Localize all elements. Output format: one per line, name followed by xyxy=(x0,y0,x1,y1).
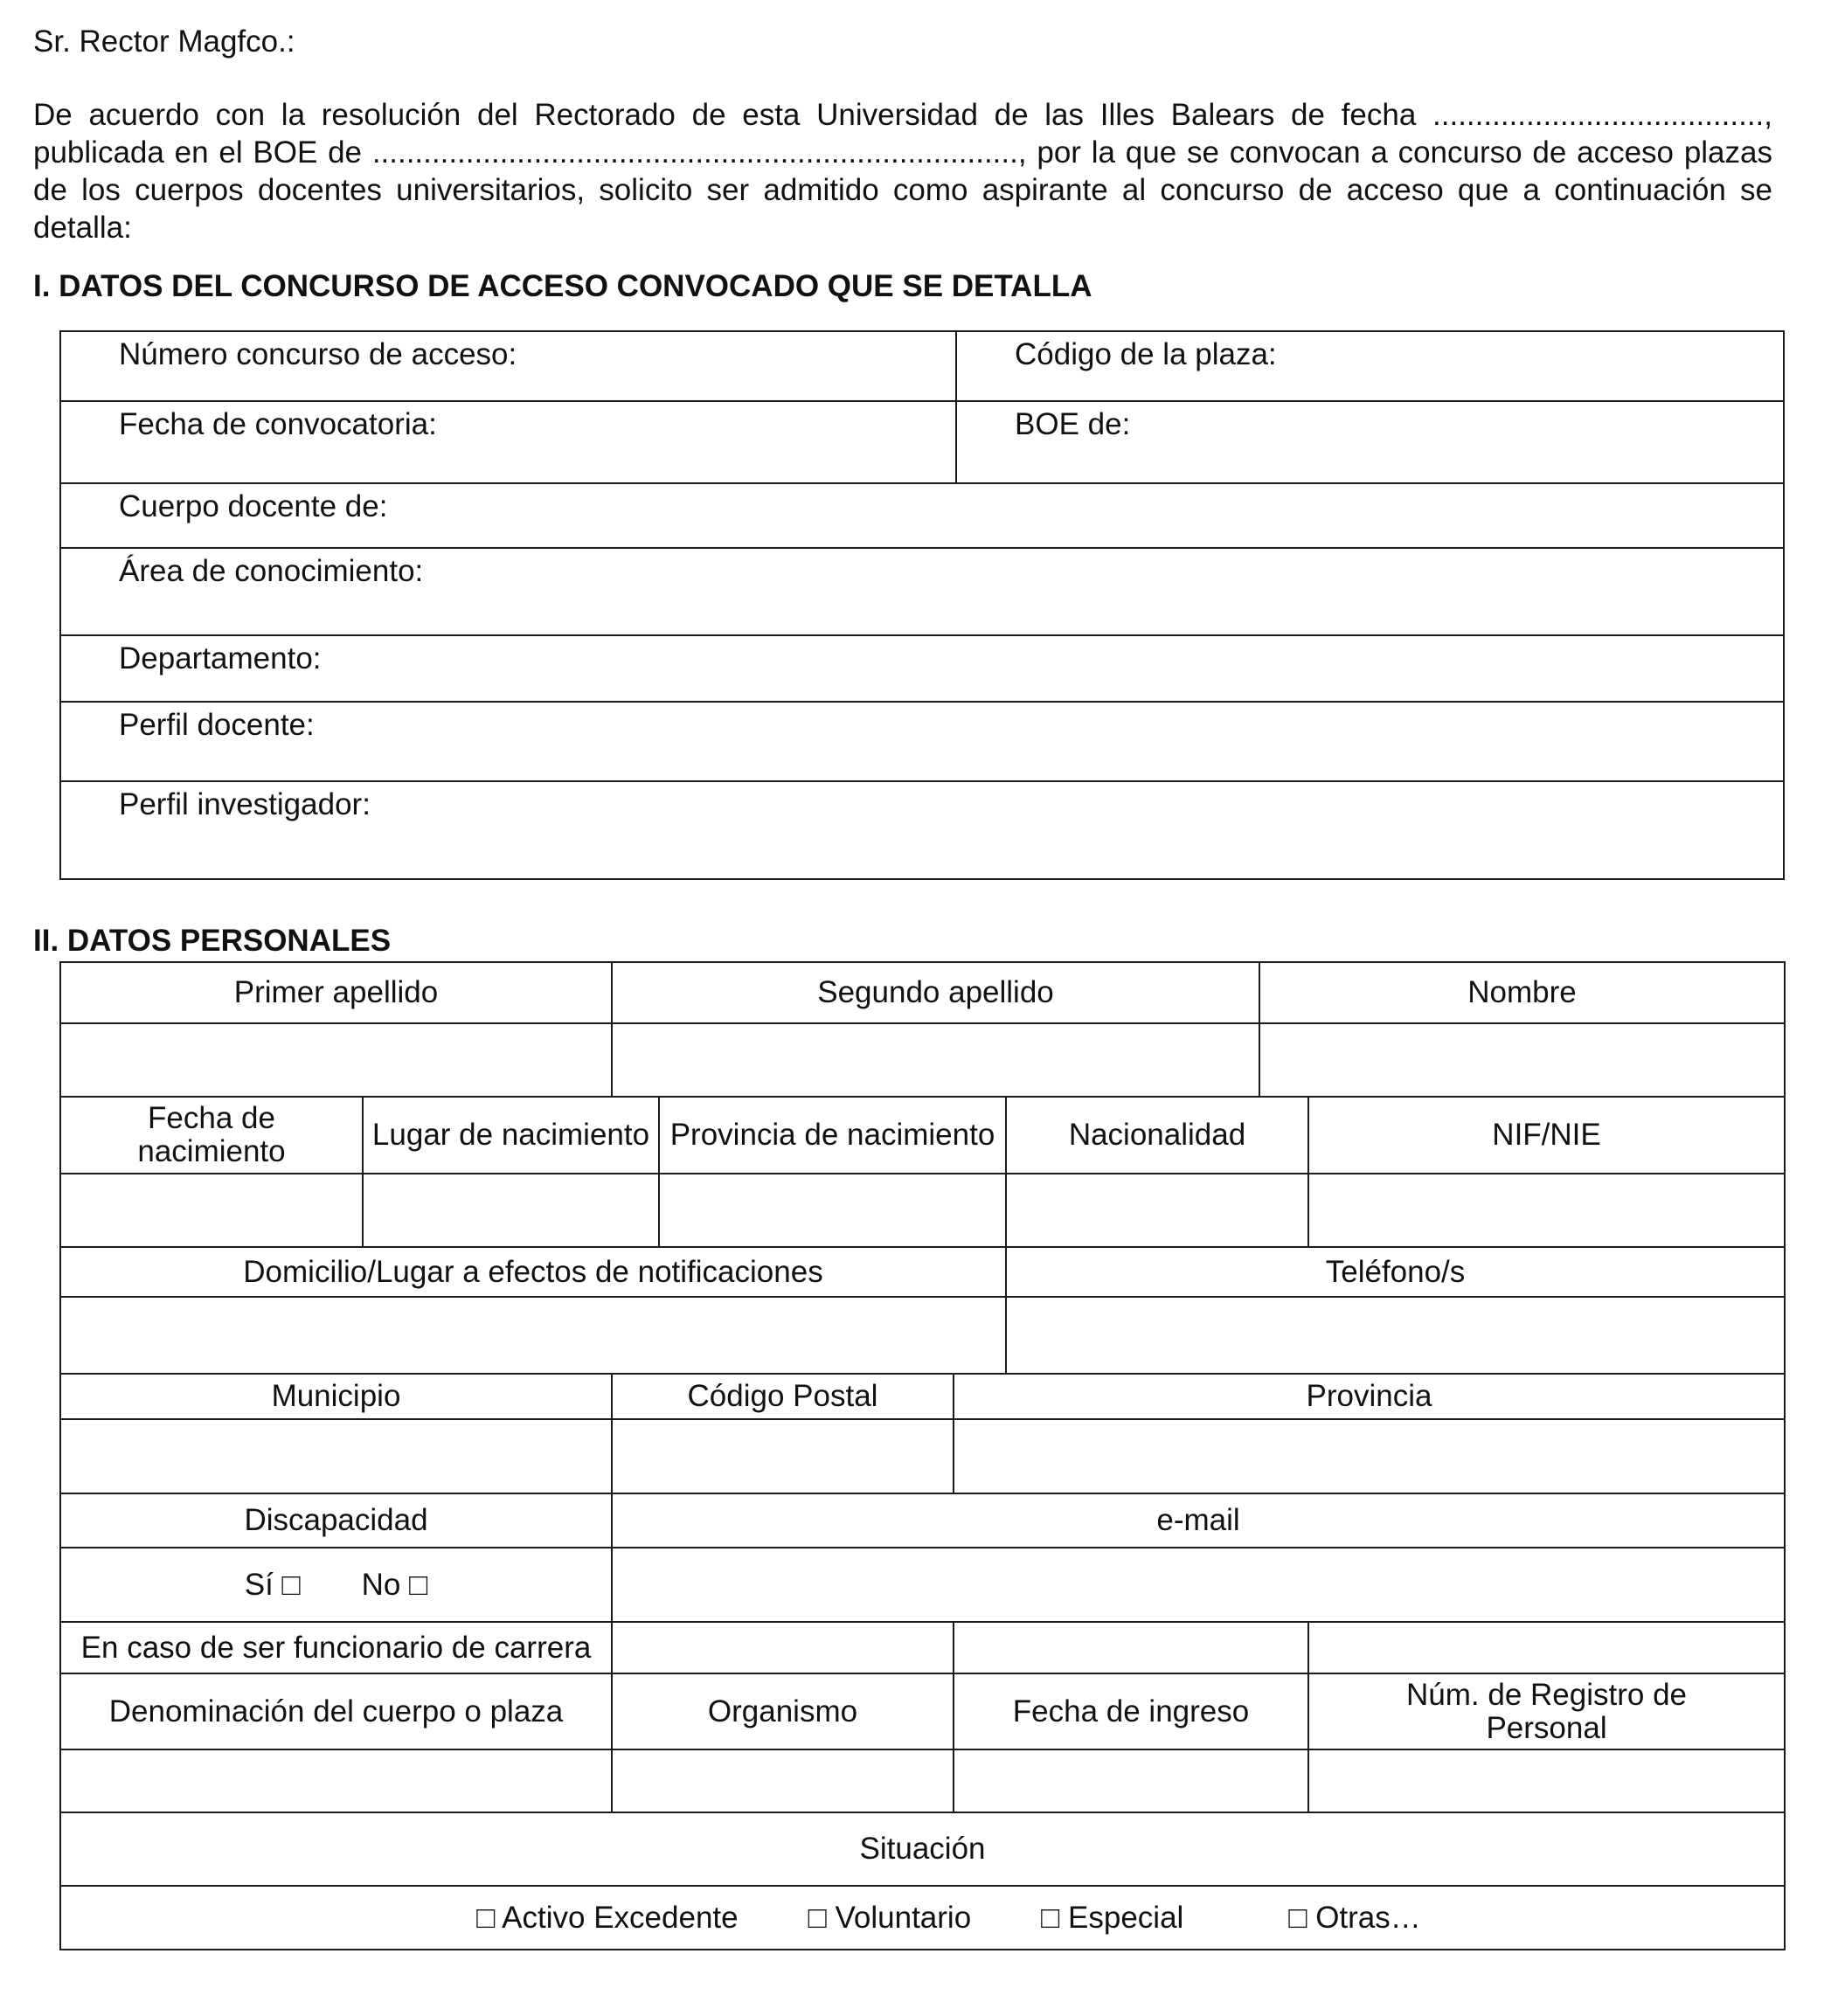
domicilio-header: Domicilio/Lugar a efectos de notificaciones xyxy=(60,1247,1006,1297)
nacionalidad-input[interactable] xyxy=(1006,1174,1308,1247)
perfil-investigador-field[interactable] xyxy=(60,781,1784,879)
departamento-label: Departamento: xyxy=(119,641,322,675)
salutation: Sr. Rector Magfco.: xyxy=(33,24,295,59)
perfil-docente-field[interactable] xyxy=(60,702,1784,781)
primer-apellido-header: Primer apellido xyxy=(60,962,612,1023)
nombre-input[interactable] xyxy=(1259,1023,1785,1097)
nombre-header: Nombre xyxy=(1259,962,1785,1023)
lugar-nacimiento-input[interactable] xyxy=(363,1174,659,1247)
num-registro-input[interactable] xyxy=(1308,1749,1785,1812)
boe-de-label: BOE de: xyxy=(1015,407,1131,441)
nif-nie-header: NIF/NIE xyxy=(1308,1097,1785,1174)
codigo-plaza-label: Código de la plaza: xyxy=(1015,337,1277,371)
domicilio-input[interactable] xyxy=(60,1297,1006,1374)
situacion-options xyxy=(60,1886,1785,1950)
fecha-nacimiento-header: Fecha de nacimiento xyxy=(60,1097,363,1174)
denominacion-header: Denominación del cuerpo o plaza xyxy=(60,1673,612,1749)
codigo-postal-input[interactable] xyxy=(612,1419,954,1493)
numero-concurso-label: Número concurso de acceso: xyxy=(119,337,517,371)
provincia-nacimiento-header: Provincia de nacimiento xyxy=(659,1097,1006,1174)
personal-data-table xyxy=(59,961,1786,1950)
discapacidad-si-checkbox[interactable]: Sí □ xyxy=(244,1567,301,1602)
intro-line-2: publicada en el BOE de ............................................................................, por la que se convocan a concurso de acceso xyxy=(33,135,1675,170)
intro-line-4: continuación se detalla: xyxy=(33,173,1772,245)
intro-paragraph xyxy=(33,96,1772,246)
fecha-nacimiento-input[interactable] xyxy=(60,1174,363,1247)
boe-de-field[interactable] xyxy=(956,401,1784,483)
section-2-heading: II. DATOS PERSONALES xyxy=(33,924,392,958)
municipio-header: Municipio xyxy=(60,1374,612,1419)
nacionalidad-header: Nacionalidad xyxy=(1006,1097,1308,1174)
section-1-heading: I. DATOS DEL CONCURSO DE ACCESO CONVOCADO QUE SE DETALLA xyxy=(33,269,1092,303)
situacion-especial-checkbox[interactable]: □ Especial xyxy=(1041,1900,1184,1935)
municipio-input[interactable] xyxy=(60,1419,612,1493)
intro-line-1: De acuerdo con la resolución del Rectorado de esta Universidad de las Illes Balears de fecha ......................................., xyxy=(33,98,1772,132)
funcionario-blank-2 xyxy=(954,1622,1308,1673)
concurso-data-table xyxy=(59,330,1785,880)
numero-concurso-field[interactable] xyxy=(60,331,956,401)
situacion-header: Situación xyxy=(60,1812,1785,1886)
provincia-nacimiento-input[interactable] xyxy=(659,1174,1006,1247)
funcionario-blank-3 xyxy=(1308,1622,1785,1673)
discapacidad-header: Discapacidad xyxy=(60,1493,612,1548)
provincia-input[interactable] xyxy=(954,1419,1785,1493)
fecha-convocatoria-field[interactable] xyxy=(60,401,956,483)
perfil-docente-label: Perfil docente: xyxy=(119,708,315,742)
fecha-ingreso-header: Fecha de ingreso xyxy=(954,1673,1308,1749)
funcionario-note: En caso de ser funcionario de carrera xyxy=(60,1622,612,1673)
telefonos-header: Teléfono/s xyxy=(1006,1247,1785,1297)
provincia-header: Provincia xyxy=(954,1374,1785,1419)
fecha-ingreso-input[interactable] xyxy=(954,1749,1308,1812)
organismo-input[interactable] xyxy=(612,1749,954,1812)
funcionario-blank-1 xyxy=(612,1622,954,1673)
situacion-voluntario-checkbox[interactable]: □ Voluntario xyxy=(808,1900,972,1935)
perfil-investigador-label: Perfil investigador: xyxy=(119,787,371,821)
area-conocimiento-field[interactable] xyxy=(60,548,1784,635)
codigo-plaza-field[interactable] xyxy=(956,331,1784,401)
num-registro-header: Núm. de Registro de Personal xyxy=(1308,1673,1785,1749)
area-conocimiento-label: Área de conocimiento: xyxy=(119,554,424,588)
email-input[interactable] xyxy=(612,1548,1785,1622)
intro-line-3: plazas de los cuerpos docentes universitarios, solicito ser admitido como aspirante al concurso de acceso que a xyxy=(33,135,1772,207)
discapacidad-no-checkbox[interactable]: No □ xyxy=(361,1567,428,1602)
segundo-apellido-input[interactable] xyxy=(612,1023,1259,1097)
situacion-otras-checkbox[interactable]: □ Otras… xyxy=(1288,1900,1421,1935)
cuerpo-docente-label: Cuerpo docente de: xyxy=(119,489,388,523)
departamento-field[interactable] xyxy=(60,635,1784,702)
fecha-convocatoria-label: Fecha de convocatoria: xyxy=(119,407,437,441)
denominacion-input[interactable] xyxy=(60,1749,612,1812)
cuerpo-docente-field[interactable] xyxy=(60,483,1784,548)
codigo-postal-header: Código Postal xyxy=(612,1374,954,1419)
situacion-activo-excedente-checkbox[interactable]: □ Activo Excedente xyxy=(476,1900,739,1935)
telefonos-input[interactable] xyxy=(1006,1297,1785,1374)
discapacidad-options xyxy=(60,1548,612,1622)
email-header: e-mail xyxy=(612,1493,1785,1548)
organismo-header: Organismo xyxy=(612,1673,954,1749)
lugar-nacimiento-header: Lugar de nacimiento xyxy=(363,1097,659,1174)
segundo-apellido-header: Segundo apellido xyxy=(612,962,1259,1023)
nif-nie-input[interactable] xyxy=(1308,1174,1785,1247)
primer-apellido-input[interactable] xyxy=(60,1023,612,1097)
